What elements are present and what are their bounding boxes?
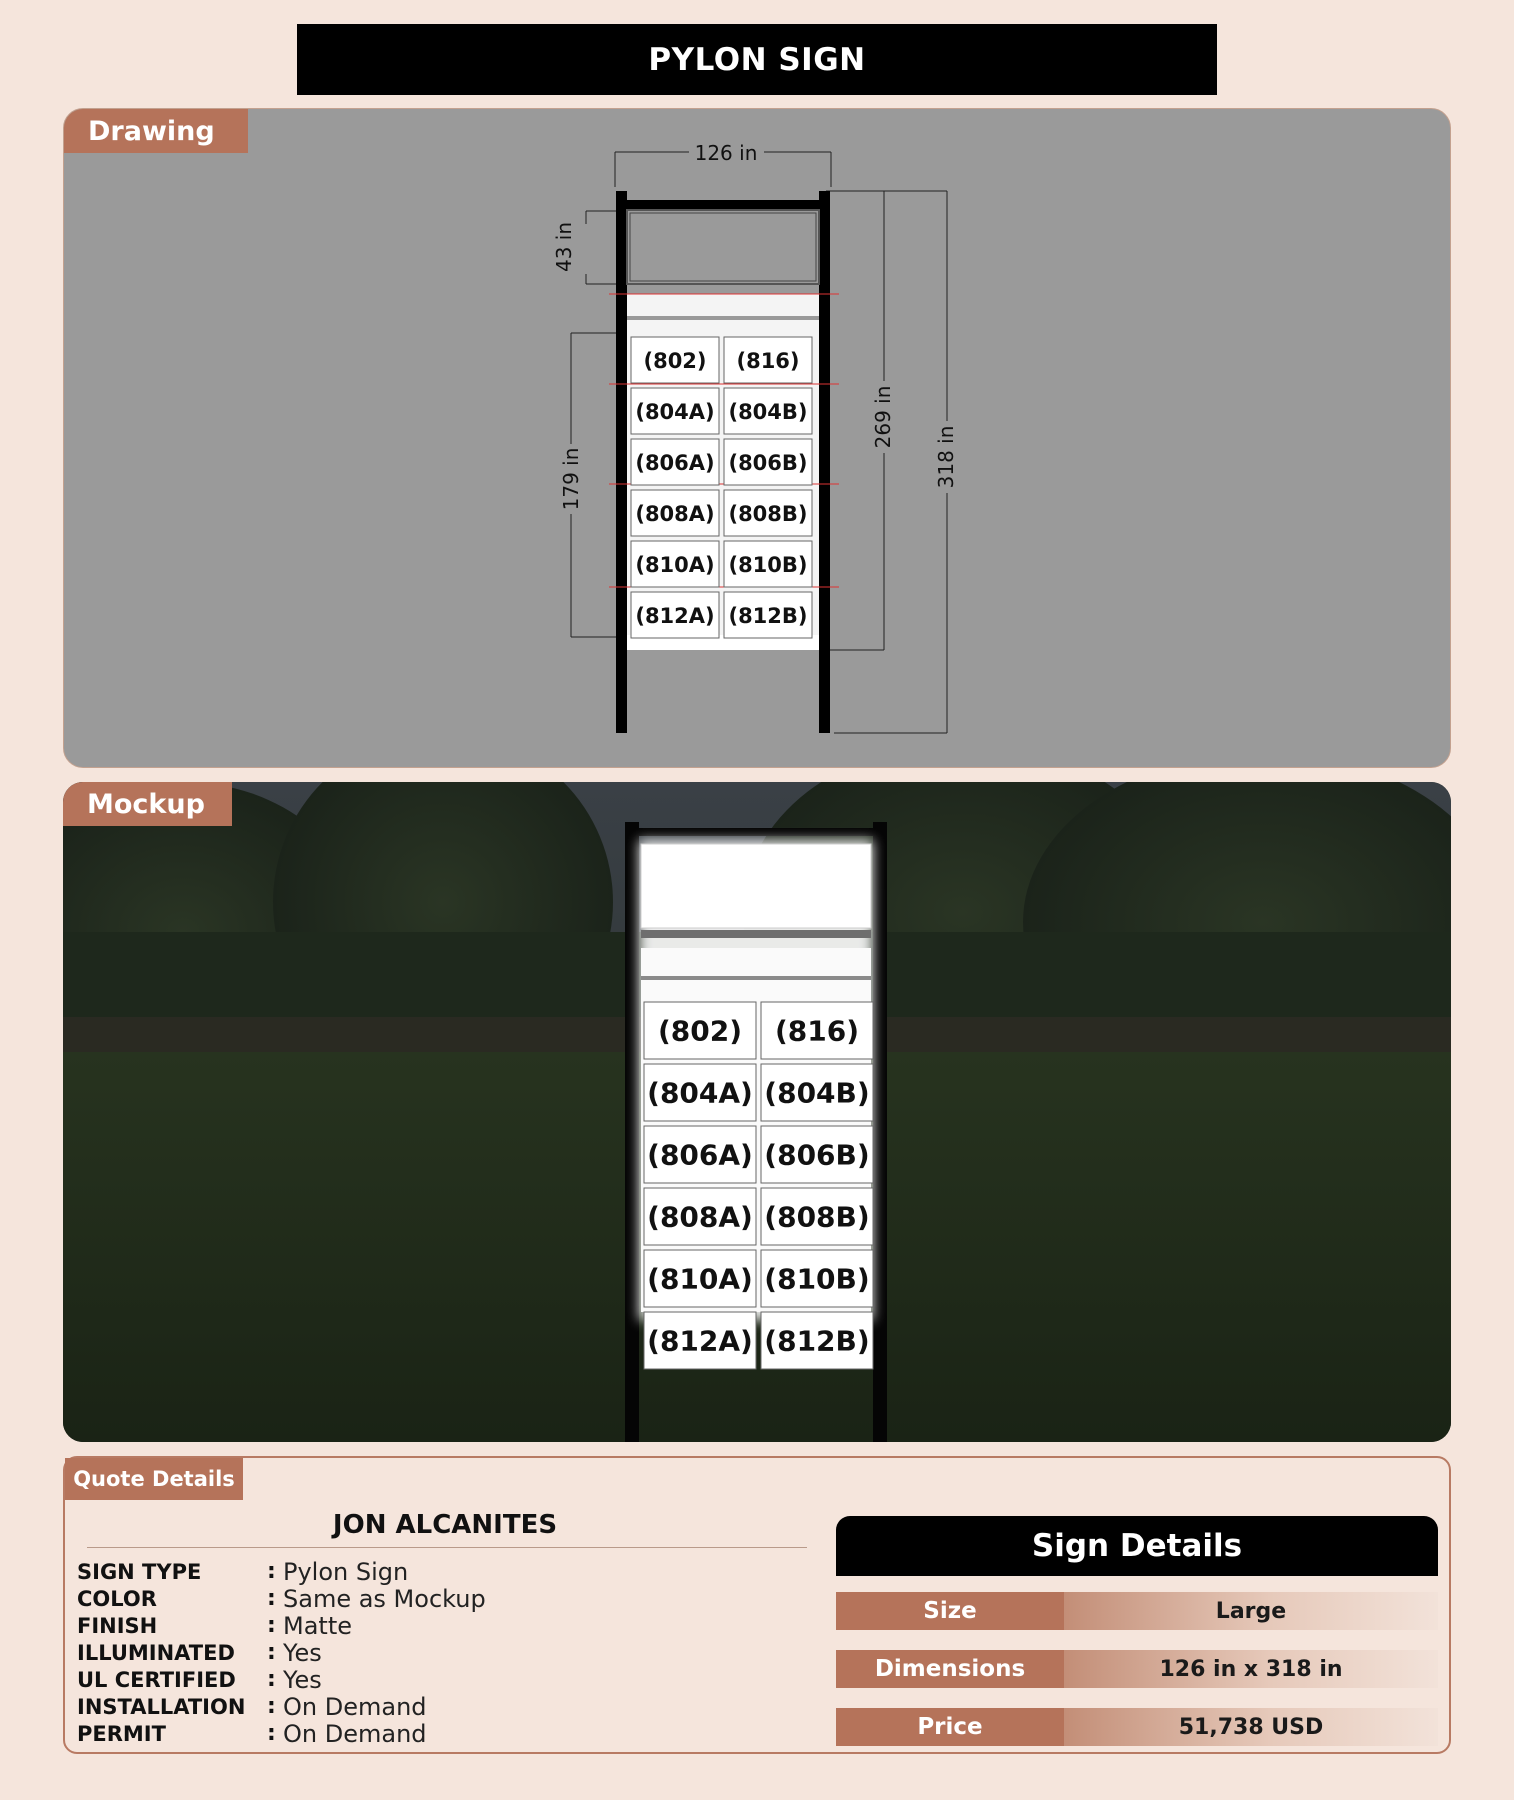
- tenant-panel-label: (810B): [728, 553, 808, 577]
- detail-row-price: [836, 1708, 1438, 1746]
- spec-key: SIGN TYPE: [77, 1559, 202, 1584]
- quote-details-tab[interactable]: Quote Details: [65, 1458, 243, 1500]
- spec-key: ILLUMINATED: [77, 1640, 235, 1665]
- spec-list: [77, 1558, 486, 1747]
- detail-row-size: [836, 1592, 1438, 1630]
- tenant-panel-label: (812A): [647, 1324, 753, 1358]
- spec-row: [77, 1558, 486, 1585]
- spec-value: Matte: [283, 1611, 352, 1640]
- spec-value: Same as Mockup: [283, 1584, 486, 1613]
- spec-colon: :: [267, 1721, 276, 1746]
- tenant-panel-label: (808A): [635, 502, 715, 526]
- sign-drawing: [64, 109, 1451, 768]
- mockup-left-post: [625, 822, 639, 1442]
- spec-colon: :: [267, 1640, 276, 1665]
- tenant-panel-label: (802): [643, 349, 707, 373]
- quote-details-section: [63, 1456, 1451, 1754]
- tenant-panel-label: (806A): [635, 451, 715, 475]
- detail-value: 126 in x 318 in: [1064, 1650, 1438, 1688]
- spec-key: COLOR: [77, 1586, 157, 1611]
- width-dimension-label: 126 in: [694, 141, 758, 165]
- spec-key: UL CERTIFIED: [77, 1667, 236, 1692]
- tenant-panel-label: (806B): [764, 1138, 870, 1172]
- spec-colon: :: [267, 1613, 276, 1638]
- tenant-panel-label: (812B): [764, 1324, 870, 1358]
- overall-height-label: 318 in: [934, 425, 958, 489]
- panel-height-label: 179 in: [559, 447, 583, 511]
- tenant-panel-label: (810A): [635, 553, 715, 577]
- client-name: JON ALCANITES: [332, 1510, 558, 1540]
- mockup-tab[interactable]: Mockup: [63, 782, 232, 826]
- spec-value: Yes: [283, 1665, 322, 1694]
- client-divider: [87, 1547, 807, 1548]
- detail-value: Large: [1064, 1592, 1438, 1630]
- detail-key: Dimensions: [836, 1650, 1064, 1688]
- tenant-panel-label: (812A): [635, 604, 715, 628]
- spec-value: Pylon Sign: [283, 1557, 409, 1586]
- tenant-panel-label: (804A): [635, 400, 715, 424]
- mockup-panel: [63, 782, 1451, 1442]
- sign-details-heading: Sign Details: [836, 1516, 1438, 1576]
- tenant-panel-label: (804B): [764, 1076, 870, 1110]
- right-post: [819, 191, 830, 733]
- spec-key: PERMIT: [77, 1721, 166, 1746]
- detail-row-dimensions: [836, 1650, 1438, 1688]
- spec-value: On Demand: [283, 1719, 427, 1748]
- tenant-panel-label: (816): [736, 349, 800, 373]
- spec-colon: :: [267, 1667, 276, 1692]
- left-post: [616, 191, 627, 733]
- spec-colon: :: [267, 1694, 276, 1719]
- spec-row: [77, 1639, 486, 1666]
- spec-value: Yes: [283, 1638, 322, 1667]
- tenant-panel-label: (812B): [728, 604, 808, 628]
- tenant-panel-label: (806A): [647, 1138, 753, 1172]
- tenant-panel-label: (816): [774, 1014, 860, 1048]
- tenant-panel-label: (804A): [647, 1076, 753, 1110]
- tenant-panel-label: (810A): [647, 1262, 753, 1296]
- spec-value: On Demand: [283, 1692, 427, 1721]
- header-height-label: 43 in: [552, 221, 576, 273]
- tenant-panel-label: (808B): [728, 502, 808, 526]
- sign-height-label: 269 in: [871, 385, 895, 449]
- spec-row: [77, 1693, 486, 1720]
- tenant-panel-label: (804B): [728, 400, 808, 424]
- tenant-panel-label: (808A): [647, 1200, 753, 1234]
- tenant-panel-label: (808B): [764, 1200, 870, 1234]
- mockup-right-post: [873, 822, 887, 1442]
- mockup-scene: [63, 782, 1451, 1442]
- tenant-panel-label: (810B): [764, 1262, 870, 1296]
- spec-row: [77, 1720, 486, 1747]
- spec-key: INSTALLATION: [77, 1694, 246, 1719]
- detail-key: Size: [836, 1592, 1064, 1630]
- tenant-panel-label: (802): [657, 1014, 743, 1048]
- spec-colon: :: [267, 1586, 276, 1611]
- drawing-tab[interactable]: Drawing: [64, 109, 248, 153]
- page-title: PYLON SIGN: [297, 24, 1217, 95]
- spec-colon: :: [267, 1559, 276, 1584]
- spec-row: [77, 1585, 486, 1612]
- detail-value: 51,738 USD: [1064, 1708, 1438, 1746]
- detail-key: Price: [836, 1708, 1064, 1746]
- spec-key: FINISH: [77, 1613, 158, 1638]
- spec-row: [77, 1612, 486, 1639]
- tenant-panel-label: (806B): [728, 451, 808, 475]
- spec-row: [77, 1666, 486, 1693]
- sign-details-card: [836, 1516, 1438, 1740]
- drawing-panel: [63, 108, 1451, 768]
